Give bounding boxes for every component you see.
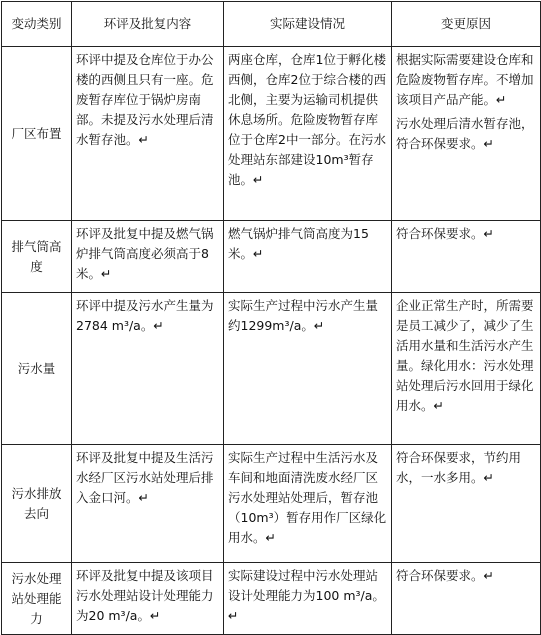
table-row (2, 221, 541, 293)
row-actual-construction: 燃气锅炉排气筒高度为15米。↵ (224, 221, 392, 293)
table-row (2, 293, 541, 445)
header-eia-content: 环评及批复内容 (72, 2, 224, 47)
row-category: 污水处理站处理能力 (2, 563, 72, 635)
row-category: 污水排放去向 (2, 445, 72, 563)
row-category: 厂区布置 (2, 47, 72, 221)
row-eia-content: 环评中提及仓库位于办公楼的西侧且只有一座。危废暂存库位于锅炉房南部。未提及污水处理后清水暂存池。↵ (72, 47, 224, 221)
table-row (2, 47, 541, 221)
table-header-row (2, 2, 541, 47)
reason-paragraph: 企业正常生产时，所需要是员工减少了，减少了生活用水量和生活污水产生量。绿化用水：污水处理站处理后污水回用于绿化用水。↵ (396, 298, 534, 413)
row-eia-content: 环评及批复中提及燃气锅炉排气筒高度必须高于8米。↵ (72, 221, 224, 293)
row-eia-content: 环评中提及污水产生量为2784 m³/a。↵ (72, 293, 224, 445)
table-row (2, 563, 541, 635)
reason-paragraph: 根据实际需要建设仓库和危险废物暂存库。不增加该项目产品产能。↵ (396, 52, 534, 107)
row-actual-construction: 实际建设过程中污水处理站设计处理能力为100 m³/a。↵ (224, 563, 392, 635)
row-actual-construction: 两座仓库，仓库1位于孵化楼西侧，仓库2位于综合楼的西北侧，主要为运输司机提供休息场所。危险废物暂存库位于仓库2中一部分。在污水处理站东部建设10m³暂存池。↵ (224, 47, 392, 221)
row-change-reason (392, 221, 541, 293)
row-change-reason (392, 47, 541, 221)
reason-paragraph: 符合环保要求。↵ (396, 568, 494, 583)
reason-paragraph: 符合环保要求。↵ (396, 226, 494, 241)
row-change-reason (392, 563, 541, 635)
row-change-reason (392, 445, 541, 563)
header-change-category: 变动类别 (2, 2, 72, 47)
reason-paragraph: 污水处理后清水暂存池，符合环保要求。↵ (396, 116, 534, 151)
table-row (2, 445, 541, 563)
header-actual-construction: 实际建设情况 (224, 2, 392, 47)
header-change-reason: 变更原因 (392, 2, 541, 47)
row-actual-construction: 实际生产过程中生活污水及车间和地面清洗废水经厂区污水处理站处理后，暂存池（10m³）暂存用作厂区绿化用水。↵ (224, 445, 392, 563)
row-category: 排气筒高度 (2, 221, 72, 293)
row-eia-content: 环评及批复中提及该项目污水处理站设计处理能力为20 m³/a。↵ (72, 563, 224, 635)
row-eia-content: 环评及批复中提及生活污水经厂区污水站处理后排入金口河。↵ (72, 445, 224, 563)
row-category: 污水量 (2, 293, 72, 445)
change-table (1, 1, 541, 635)
reason-paragraph: 符合环保要求，节约用水，一水多用。↵ (396, 450, 522, 485)
row-actual-construction: 实际生产过程中污水产生量约1299m³/a。↵ (224, 293, 392, 445)
row-change-reason (392, 293, 541, 445)
